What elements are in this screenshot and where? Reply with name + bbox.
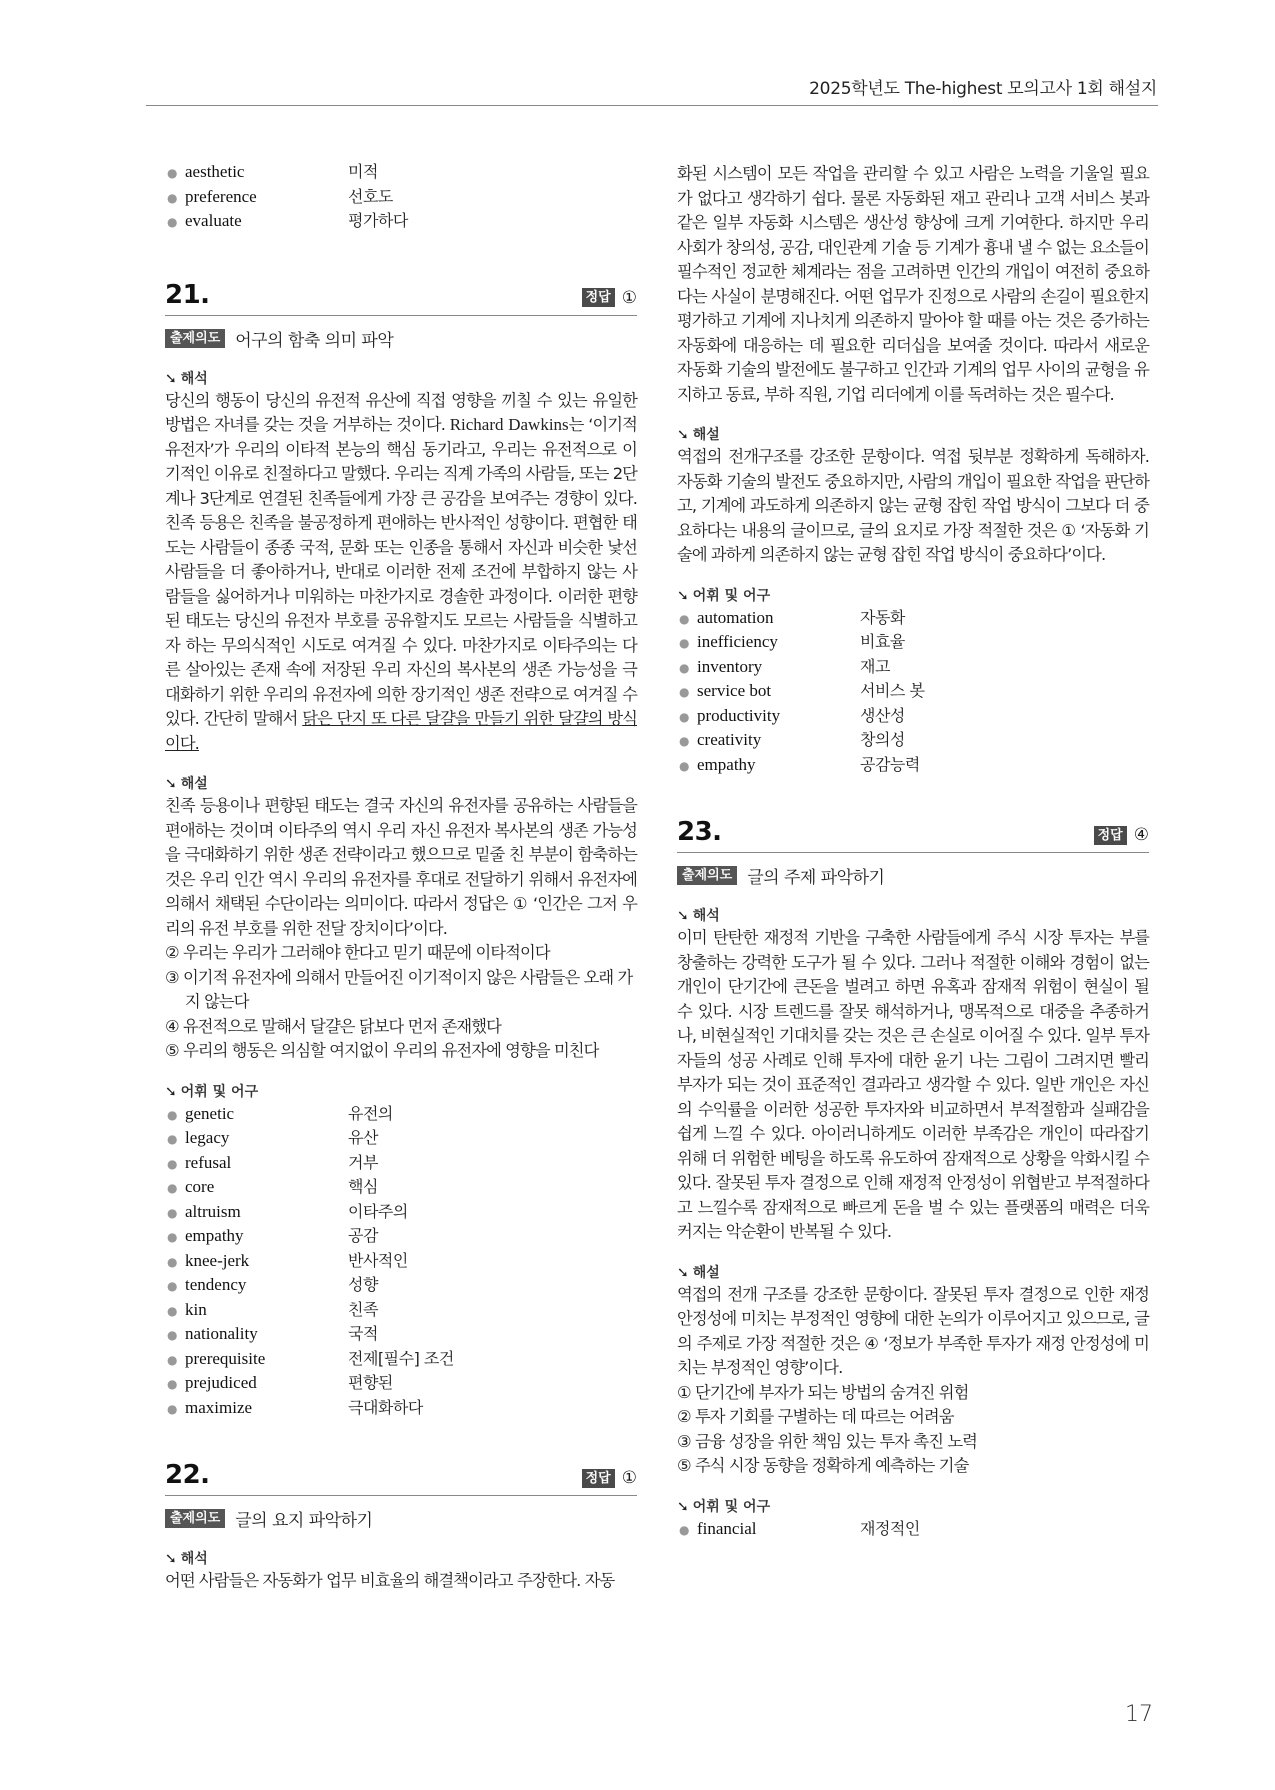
vocab-item (677, 630, 1149, 655)
vocab-term: empathy (697, 754, 756, 774)
vocab-item (165, 1298, 637, 1323)
answer-badge (582, 288, 637, 308)
vocab-meaning: 반사적인 (348, 1250, 408, 1270)
question-21 (165, 280, 637, 1421)
question-header (165, 1460, 637, 1496)
vocab-item (165, 1175, 637, 1200)
arrow-icon: ➘ (677, 1498, 689, 1515)
question-number: 21. (165, 279, 210, 310)
vocab-item (165, 1396, 637, 1421)
vocab-item (165, 1151, 637, 1176)
vocab-meaning: 평가하다 (348, 211, 408, 230)
vocab-item (165, 1371, 637, 1396)
vocab-meaning: 공감 (348, 1226, 378, 1245)
vocab-item (165, 1102, 637, 1127)
bullet-icon: ● (167, 1352, 178, 1367)
intent-tag: 출제의도 (165, 329, 225, 348)
vocab-meaning: 서비스 봇 (860, 681, 925, 700)
vocab-item (677, 655, 1149, 680)
question-number: 22. (165, 1460, 210, 1490)
translation-heading: ➘ 해석 (165, 370, 208, 387)
explanation-heading: ➘ 해설 (677, 427, 720, 443)
intent-text: 글의 주제 파악하기 (747, 868, 885, 888)
bullet-icon: ● (167, 1156, 178, 1171)
bullet-icon: ● (167, 190, 178, 205)
answer-tag: 정답 (1094, 826, 1127, 845)
arrow-icon: ➘ (677, 1264, 689, 1281)
bullet-icon: ● (679, 1522, 690, 1537)
translation-text: 어떤 사람들은 자동화가 업무 비효율의 해결책이라고 주장한다. 자동 (165, 1571, 615, 1590)
question-22 (165, 1460, 637, 1594)
bullet-icon: ● (167, 1230, 178, 1244)
vocab-item (165, 1224, 637, 1249)
bullet-icon: ● (167, 1132, 178, 1146)
answer-tag: 정답 (582, 1469, 615, 1488)
vocab-term: inventory (697, 656, 763, 676)
vocab-term: altruism (185, 1201, 241, 1221)
vocab-list (677, 606, 1149, 778)
bullet-icon: ● (679, 660, 690, 675)
vocab-term: empathy (185, 1226, 244, 1245)
vocab-term: maximize (185, 1397, 253, 1417)
vocab-term: refusal (185, 1152, 232, 1172)
vocab-meaning: 국적 (348, 1324, 378, 1343)
vocab-meaning: 미적 (348, 162, 378, 181)
vocab-term: automation (697, 607, 774, 627)
option-item: ① 단기간에 부자가 되는 방법의 숨겨진 위험 (677, 1382, 969, 1402)
vocab-meaning: 비효율 (860, 632, 905, 651)
vocab-item (677, 679, 1149, 704)
bullet-icon: ● (167, 1303, 178, 1318)
prev-vocab-list (165, 160, 637, 234)
vocab-meaning: 거부 (348, 1152, 378, 1172)
question-header (677, 817, 1149, 853)
option-item: ② 우리는 우리가 그러해야 한다고 믿기 때문에 이타적이다 (165, 943, 550, 962)
question-intent (677, 863, 1149, 888)
vocab-term: evaluate (185, 211, 242, 230)
vocab-meaning: 창의성 (860, 730, 905, 749)
option-item: ③ 이기적 유전자에 의해서 만들어진 이기적이지 않은 사람들은 오래 가지 않는다 (165, 967, 633, 1011)
vocab-item (165, 185, 637, 210)
intent-text: 어구의 함축 의미 파악 (235, 330, 394, 351)
vocab-term: inefficiency (697, 632, 778, 651)
vocab-meaning: 유전의 (348, 1103, 393, 1123)
option-item: ③ 금융 성장을 위한 책임 있는 투자 촉진 노력 (677, 1431, 977, 1451)
bullet-icon: ● (679, 709, 690, 724)
vocab-meaning: 이타주의 (348, 1201, 408, 1221)
bullet-icon: ● (679, 636, 690, 650)
vocab-term: knee-jerk (185, 1250, 250, 1270)
arrow-icon: ➘ (165, 776, 177, 792)
explanation-heading: ➘ 해설 (165, 776, 208, 792)
translation-heading: ➘ 해석 (677, 908, 720, 924)
vocab-list (677, 1517, 1149, 1542)
option-list (677, 1381, 1149, 1479)
answer-value: ① (621, 287, 637, 308)
vocab-term: prerequisite (185, 1348, 266, 1368)
vocab-term: financial (697, 1518, 757, 1538)
arrow-icon: ➘ (677, 427, 689, 443)
vocab-item (677, 728, 1149, 753)
arrow-icon: ➘ (165, 370, 177, 387)
vocab-term: kin (185, 1299, 207, 1319)
question-number: 23. (677, 817, 722, 847)
arrow-icon: ➘ (677, 587, 689, 604)
bullet-icon: ● (167, 166, 178, 180)
page-header-title: 2025학년도 The-highest 모의고사 1회 해설지 (809, 79, 1157, 99)
bullet-icon: ● (167, 1279, 178, 1293)
vocab-term: tendency (185, 1275, 247, 1294)
vocab-term: preference (185, 186, 257, 206)
explanation-text: 역접의 전개 구조를 강조한 문항이다. 잘못된 투자 결정으로 인한 재정 안정성에 미치는 부정적인 영향에 대한 논의가 이루어지고 있으므로, 글의 주제로 가장 적절한 것은 ④ ‘정보가 부족한 투자가 재정 안정성에 미치는 부정적인 영향’이다. (677, 1284, 1149, 1377)
page-number: 17 (1125, 1702, 1153, 1727)
vocab-term: legacy (185, 1128, 230, 1147)
answer-tag: 정답 (582, 288, 615, 307)
vocab-meaning: 핵심 (348, 1177, 378, 1196)
vocab-item (165, 1322, 637, 1347)
vocab-meaning: 선호도 (348, 186, 393, 206)
intent-tag: 출제의도 (677, 866, 737, 885)
translation-text-continued: 화된 시스템이 모든 작업을 관리할 수 있고 사람은 노력을 기울일 필요가 없다고 생각하기 쉽다. 물론 자동화된 재고 관리나 고객 서비스 봇과 같은 일부 자동화 시스템은 생산성 향상에 크게 기여한다. 하지만 우리 사회가 창의성, 공감, 대인관계 기술 등 기계가 흉내 낼 수 없는 요소들이 필수적인 정교한 체계라는 점을 고려하면 인간의 개입이 여전히 중요하다는 사실이 분명해진다. 어떤 업무가 진정으로 사람의 손길이 필요한지 평가하고 기계에 지나치게 의존하지 말아야 할 때를 아는 것은 증가하는 자동화에 대응하는 데 필요한 리더십을 보여줄 것이다. 따라서 새로운 자동화 기술의 발전에도 불구하고 인간과 기계의 업무 사이의 균형을 유지하고 동료, 부하 직원, 기업 리더에게 이를 독려하는 것은 필수다. (677, 164, 1149, 404)
bullet-icon: ● (167, 1205, 178, 1220)
vocab-term: core (185, 1177, 215, 1196)
vocab-term: service bot (697, 681, 772, 700)
explanation-text: 친족 등용이나 편향된 태도는 결국 자신의 유전자를 공유하는 사람들을 편애하는 것이며 이타주의 역시 우리 자신 유전자 복사본의 생존 가능성을 극대화하기 위한 생존 전략이라고 했으므로 밑줄 친 부분이 함축하는 것은 우리 인간 역시 우리의 유전자를 후대로 전달하기 위해서 유전자에 의해서 채택된 수단이라는 의미이다. 따라서 정답은 ① ‘인간은 그저 우리의 유전 부호를 위한 전달 장치이다’이다. (165, 796, 637, 938)
vocab-item (677, 606, 1149, 631)
translation-text: 이미 탄탄한 재정적 기반을 구축한 사람들에게 주식 시장 투자는 부를 창출하는 강력한 도구가 될 수 있다. 그러나 적절한 이해와 경험이 없는 개인이 단기간에 큰돈을 벌려고 하면 유혹과 잠재적 위험이 현실이 될 수 있다. 시장 트렌드를 잘못 해석하거나, 맹목적으로 대중을 추종하거나, 비현실적인 기대치를 갖는 것은 큰 손실로 이어질 수 있다. 일부 투자자들의 성공 사례로 인해 투자에 대한 윤기 나는 그림이 그려지면 빨리 부자가 되는 것이 표준적인 결과라고 생각할 수 있다. 일반 개인은 자신의 수익률을 이러한 성공한 투자자와 비교하면서 부적절함과 실패감을 쉽게 느낄 수 있다. 아이러니하게도 이러한 부족감은 개인이 따라잡기 위해 더 위험한 베팅을 하도록 유도하여 잠재적으로 상황을 악화시킬 수 있다. 잘못된 투자 결정으로 인해 재정적 안정성이 위협받고 부적절하다고 느낄수록 잠재적으로 빠르게 돈을 벌 수 있는 플랫폼의 매력은 더욱 커지는 악순환이 반복될 수 있다. (677, 928, 1149, 1241)
vocab-term: nationality (185, 1324, 258, 1343)
vocab-meaning: 재정적인 (860, 1518, 920, 1538)
bullet-icon: ● (679, 734, 690, 748)
vocab-item (165, 160, 637, 185)
question-header (165, 280, 637, 316)
question-intent (165, 326, 637, 351)
bullet-icon: ● (167, 1254, 178, 1269)
intent-tag: 출제의도 (165, 1509, 225, 1528)
explanation-heading: ➘ 해설 (677, 1264, 720, 1281)
question-intent (165, 1506, 637, 1531)
bullet-icon: ● (679, 758, 690, 773)
answer-badge (582, 1468, 637, 1488)
answer-value: ④ (1133, 825, 1149, 845)
arrow-icon: ➘ (677, 908, 689, 924)
bullet-icon: ● (167, 1328, 178, 1342)
vocab-meaning: 유산 (348, 1128, 378, 1147)
left-column (165, 160, 637, 1594)
explanation-text: 역접의 전개구조를 강조한 문항이다. 역접 뒷부분 정확하게 독해하자. 자동화 기술의 발전도 중요하지만, 사람의 개입이 필요한 작업을 판단하고, 기계에 과도하게 의존하지 않는 균형 잡힌 작업 방식이 그보다 더 중요하다는 내용의 글이므로, 글의 요지로 가장 적절한 것은 ① ‘자동화 기술에 과하게 의존하지 않는 균형 잡힌 작업 방식이 중요하다’이다. (677, 447, 1149, 564)
vocab-heading: ➘ 어휘 및 어구 (165, 1083, 259, 1100)
option-item: ② 투자 기회를 구별하는 데 따르는 어려움 (677, 1407, 954, 1426)
translation-text: 당신의 행동이 당신의 유전적 유산에 직접 영향을 끼칠 수 있는 유일한 방법은 자녀를 갖는 것을 거부하는 것이다. Richard Dawkins는 ‘이기적 유전자’가 우리의 이타적 본능의 핵심 동기라고, 우리는 유전적으로 이기적인 이유로 친절하다고 말했다. 우리는 직계 가족의 사람들, 또는 2단계나 3단계로 연결된 친족들에게 가장 큰 공감을 보여주는 경향이 있다. 친족 등용은 친족을 불공정하게 편애하는 반사적인 성향이다. 편협한 태도는 사람들이 종종 국적, 문화 또는 인종을 통해서 자신과 비슷한 낯선 사람들을 더 좋아하거나, 반대로 이러한 전제 조건에 부합하지 않는 사람들을 싫어하거나 미워하는 마찬가지로 경솔한 과정이다. 이러한 편향된 태도는 당신의 유전자 부호를 공유할지도 모르는 사람들을 식별하고자 하는 무의식적인 시도로 여겨질 수 있다. 마찬가지로 이타주의는 다른 살아있는 존재 속에 저장된 우리 자신의 복사본의 생존 가능성을 극대화하기 위한 우리의 유전자에 의한 장기적인 생존 전략으로 여겨질 수 있다. 간단히 말해서 닭은 단지 또 다른 달걀을 만들기 위한 달걀의 방식이다. (165, 390, 637, 753)
arrow-icon: ➘ (165, 1083, 177, 1100)
option-item: ⑤ 주식 시장 동향을 정확하게 예측하는 기술 (677, 1456, 969, 1475)
vocab-item (165, 1200, 637, 1225)
vocab-meaning: 전제[필수] 조건 (348, 1348, 454, 1368)
vocab-meaning: 극대화하다 (348, 1397, 423, 1417)
vocab-meaning: 재고 (860, 656, 890, 676)
option-item: ⑤ 우리의 행동은 의심할 여지없이 우리의 유전자에 영향을 미친다 (165, 1041, 599, 1060)
bullet-icon: ● (167, 1107, 178, 1122)
vocab-list (165, 1102, 637, 1421)
vocab-term: productivity (697, 705, 781, 725)
vocab-item (677, 1517, 1149, 1542)
bullet-icon: ● (679, 611, 690, 626)
translation-heading: ➘ 해석 (165, 1551, 208, 1567)
vocab-item (165, 1273, 637, 1298)
vocab-meaning: 공감능력 (860, 754, 920, 774)
answer-badge (1094, 825, 1149, 845)
answer-value: ① (621, 1468, 637, 1488)
vocab-meaning: 성향 (348, 1275, 378, 1294)
vocab-item (677, 753, 1149, 778)
vocab-item (165, 209, 637, 234)
vocab-item (165, 1347, 637, 1372)
vocab-term: creativity (697, 730, 762, 749)
underlined-phrase: 닭은 단지 또 다른 달걀을 만들기 위한 달걀의 방식이다. (165, 709, 637, 753)
vocab-term: genetic (185, 1103, 235, 1123)
vocab-item (165, 1126, 637, 1151)
bullet-icon: ● (167, 1181, 178, 1195)
arrow-icon: ➘ (165, 1551, 177, 1567)
vocab-meaning: 자동화 (860, 607, 905, 627)
bullet-icon: ● (167, 1401, 178, 1416)
vocab-meaning: 편향된 (348, 1373, 393, 1392)
vocab-item (677, 704, 1149, 729)
vocab-term: prejudiced (185, 1373, 257, 1392)
vocab-meaning: 친족 (348, 1299, 378, 1319)
question-23 (677, 817, 1149, 1541)
vocab-meaning: 생산성 (860, 705, 905, 725)
vocab-heading: ➘ 어휘 및 어구 (677, 1498, 771, 1515)
vocab-term: aesthetic (185, 162, 245, 181)
option-list (165, 941, 637, 1064)
bullet-icon: ● (167, 215, 178, 229)
bullet-icon: ● (679, 685, 690, 699)
vocab-heading: ➘ 어휘 및 어구 (677, 587, 771, 604)
intent-text: 글의 요지 파악하기 (235, 1511, 373, 1531)
bullet-icon: ● (167, 1377, 178, 1391)
right-column (677, 162, 1149, 1541)
header-divider (146, 105, 1158, 106)
vocab-item (165, 1249, 637, 1274)
option-item: ④ 유전적으로 말해서 달걀은 닭보다 먼저 존재했다 (165, 1016, 501, 1036)
